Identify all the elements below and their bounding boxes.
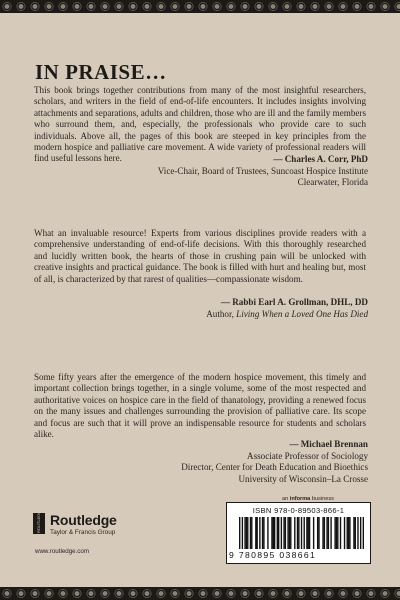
barcode-bar — [281, 517, 282, 549]
barcode-bar — [360, 517, 361, 549]
book-title: Living When a Loved One Has Died — [236, 308, 368, 319]
barcode-bar — [309, 517, 310, 549]
attribution-title: Associate Professor of Sociology — [247, 450, 368, 461]
barcode-bar — [239, 517, 240, 549]
barcode-digits: 9 780895 038661 — [229, 550, 317, 560]
author-prefix: Author, — [206, 308, 237, 319]
barcode-bar — [340, 517, 341, 549]
barcode-bar — [283, 517, 284, 549]
barcode-bar — [273, 517, 274, 549]
barcode-bar — [294, 517, 295, 549]
barcode-bar — [301, 517, 302, 549]
attribution-name: — Michael Brennan — [289, 439, 368, 449]
praise-quote-1: This book brings together contributions from many of the most insightful researchers, scholars, and writers in the field of end-of-life encounters. It includes insights involving attachments and separations, adults and children, those who are ill and the family members who surround them, and, especially, the professionals who provide care to such individuals. Above all, the pages of this book are steeped in key principles from the modern hospice and palliative care movement. A wide variety of professional readers will find useful lessons here. — [34, 85, 366, 164]
barcode-bar — [255, 517, 256, 549]
barcode-bar — [285, 517, 286, 549]
barcode-bar — [246, 517, 247, 549]
attribution-2 — [68, 297, 368, 320]
decorative-border-bottom — [0, 587, 400, 600]
isbn-barcode — [226, 502, 371, 564]
publisher-group: Taylor & Francis Group — [50, 529, 116, 536]
attribution-title: Director, Center for Death Education and Bioethics — [181, 462, 368, 473]
attribution-title: Vice-Chair, Board of Trustees, Suncoast Hospice Institute — [157, 165, 368, 176]
barcode-bar — [317, 517, 318, 549]
barcode-bar — [349, 517, 350, 549]
decorative-border-top — [0, 0, 400, 13]
barcode-bar — [263, 517, 264, 549]
barcode-bar — [244, 517, 245, 549]
barcode-bar — [344, 517, 345, 549]
barcode-bar — [289, 517, 290, 549]
barcode-bar — [290, 517, 291, 549]
barcode-bar — [347, 517, 348, 549]
routledge-logo-icon: ROUTLEDGE — [33, 513, 45, 534]
attribution-title — [68, 309, 368, 321]
barcode-bar — [322, 517, 323, 549]
barcode-bar — [348, 517, 349, 549]
barcode-bar — [242, 517, 243, 549]
barcode-bar — [277, 517, 278, 549]
barcode-bar — [306, 517, 307, 549]
barcode-bar — [271, 517, 272, 549]
attribution-name: — Charles A. Corr, PhD — [273, 154, 368, 164]
attribution-institution: University of Wisconsin–La Crosse — [238, 473, 368, 484]
barcode-bar — [304, 517, 305, 549]
barcode-bar — [247, 517, 248, 549]
barcode-bar — [334, 517, 335, 549]
barcode-bar — [328, 517, 329, 549]
praise-quote-3: Some fifty years after the emergence of the modern hospice movement, this timely and important collection brings together, in a single volume, some of the most respected and authoritative voices on hospice care in the field of thanatology, providing a renewed focus on the many issues and challenges surrounding the provision of palliative care. Its scope and focus are such that it will prove an indispensable resource for students and scholars alike. — [34, 372, 366, 440]
barcode-bar — [336, 517, 337, 549]
publisher-name: Routledge — [50, 512, 117, 528]
barcode-bar — [355, 517, 356, 549]
barcode-bar — [353, 517, 354, 549]
barcode-bar — [357, 517, 358, 549]
barcode-bar — [298, 517, 299, 549]
barcode-bar — [337, 517, 338, 549]
barcode-bar — [297, 517, 298, 549]
barcode-bar — [262, 517, 263, 549]
publisher-url: www.routledge.com — [35, 548, 89, 555]
informa-business-label: an informa business — [282, 496, 334, 502]
barcode-bar — [267, 517, 268, 549]
barcode-bar — [287, 517, 288, 549]
barcode-bar — [256, 517, 257, 549]
barcode-bar — [278, 517, 279, 549]
page-heading: IN PRAISE… — [35, 60, 167, 84]
barcode-bars — [239, 517, 364, 549]
praise-quote-2: What an invaluable resource! Experts from various disciplines provide readers with a comprehensive understanding of end-of-life decisions. With this thoroughly researched and lucidly written book, the hearts of those in crushing pain will be unlocked with creative insights and practical guidance. The book is filled with hurt and healing but, most of all, is characterized by that rarest of qualities—compassionate wisdom. — [34, 228, 366, 284]
attribution-1 — [68, 154, 368, 189]
isbn-label: ISBN 978-0-89503-866-1 — [252, 506, 345, 515]
barcode-bar — [274, 517, 275, 549]
attribution-name: — Rabbi Earl A. Grollman, DHL, DD — [220, 297, 368, 307]
informa-brand: informa — [289, 496, 311, 502]
barcode-bar — [330, 517, 331, 549]
barcode-bar — [251, 517, 252, 549]
attribution-3 — [68, 439, 368, 485]
barcode-bar — [326, 517, 327, 549]
barcode-bar — [250, 517, 251, 549]
barcode-bar — [259, 517, 260, 549]
barcode-bar — [363, 517, 364, 549]
barcode-bar — [324, 517, 325, 549]
barcode-bar — [308, 517, 309, 549]
barcode-bar — [318, 517, 319, 549]
barcode-bar — [313, 517, 314, 549]
attribution-location: Clearwater, Florida — [297, 177, 368, 188]
